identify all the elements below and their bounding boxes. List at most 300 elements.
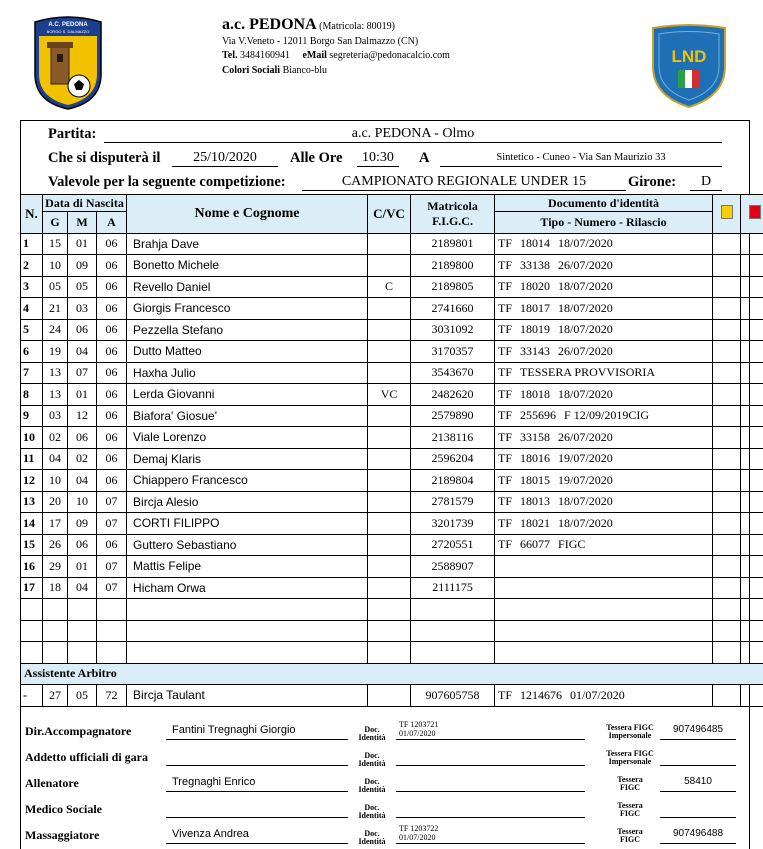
- birth-year: 06: [97, 448, 127, 470]
- table-row: [21, 448, 763, 470]
- yellow-card-cell: [713, 233, 741, 255]
- addetto-label: Addetto ufficiali di gara: [25, 750, 148, 764]
- birth-month: 01: [68, 556, 97, 578]
- player-name: CORTI FILIPPO: [127, 513, 368, 535]
- player-name: Guttero Sebastiano: [127, 534, 368, 556]
- table-row: [21, 319, 763, 341]
- yellow-card-cell: [713, 427, 741, 449]
- table-row: [21, 276, 763, 298]
- player-name: Chiappero Francesco: [127, 470, 368, 492]
- doc-date: 26/07/2020: [558, 429, 613, 444]
- player-matricola: 2189804: [411, 470, 495, 492]
- doc-label-line2: Identità: [358, 759, 386, 768]
- col-m-header: M: [68, 212, 97, 234]
- red-card-cell: [741, 577, 763, 599]
- birth-day: 03: [43, 405, 68, 427]
- doc-label-line1: Doc.: [364, 777, 380, 786]
- birth-month: 07: [68, 362, 97, 384]
- red-card-cell: [741, 513, 763, 535]
- yellow-card-cell: [713, 319, 741, 341]
- birth-year: 07: [97, 491, 127, 513]
- red-card-cell: [741, 255, 763, 277]
- birth-year: [97, 620, 127, 642]
- player-matricola: 2189800: [411, 255, 495, 277]
- doc-num: TESSERA PROVVISORIA: [520, 365, 656, 380]
- table-row: [21, 491, 763, 513]
- doc-value-line1: TF 1203721: [399, 720, 439, 729]
- tessera-label-line1: Tessera FIGC: [606, 749, 654, 758]
- svg-text:LND: LND: [671, 47, 707, 66]
- yellow-card-cell: [713, 448, 741, 470]
- addetto-tessera-label: [592, 750, 668, 766]
- doc-type: TF: [498, 365, 513, 380]
- captain-flag: [368, 405, 411, 427]
- table-row: [21, 577, 763, 599]
- doc-label-line2: Identità: [358, 733, 386, 742]
- player-matricola: 2781579: [411, 491, 495, 513]
- doc-num: 18015: [520, 472, 551, 487]
- doc-type: TF: [498, 236, 513, 251]
- player-number: 7: [21, 362, 43, 384]
- player-matricola: 3201739: [411, 513, 495, 535]
- col-matricola-header: [411, 195, 495, 234]
- tessera-label-line1: Tessera FIGC: [606, 723, 654, 732]
- doc-type: TF: [498, 257, 513, 272]
- player-matricola: 2138116: [411, 427, 495, 449]
- captain-flag: [368, 513, 411, 535]
- doc-num: 66077: [520, 537, 551, 552]
- birth-day: 18: [43, 577, 68, 599]
- captain-flag: [368, 534, 411, 556]
- player-number: 13: [21, 491, 43, 513]
- birth-day: 02: [43, 427, 68, 449]
- medico-name: [166, 802, 348, 818]
- player-number: 1: [21, 233, 43, 255]
- dir-tessera-value: 907496485: [660, 724, 736, 740]
- birth-year: 06: [97, 534, 127, 556]
- col-matricola-line2: F.I.G.C.: [432, 213, 473, 228]
- doc-cell: [495, 384, 713, 406]
- yellow-card-cell: [713, 513, 741, 535]
- addetto-name: [166, 750, 348, 766]
- venue-value: Sintetico - Cuneo - Via San Maurizio 33: [440, 150, 722, 167]
- table-row: [21, 384, 763, 406]
- birth-month: 05: [68, 685, 97, 707]
- doc-cell: [495, 255, 713, 277]
- club-contacts: [222, 49, 450, 64]
- player-number: 15: [21, 534, 43, 556]
- player-name: Giorgis Francesco: [127, 298, 368, 320]
- birth-month: 05: [68, 276, 97, 298]
- doc-num: 18018: [520, 386, 551, 401]
- captain-flag: [368, 470, 411, 492]
- birth-day: 13: [43, 362, 68, 384]
- table-row: [21, 427, 763, 449]
- addetto-doc-value: [396, 746, 585, 766]
- doc-type: TF: [498, 515, 513, 530]
- birth-year: 06: [97, 298, 127, 320]
- player-number: 9: [21, 405, 43, 427]
- red-card-cell: [741, 599, 763, 621]
- red-card-cell: [741, 685, 763, 707]
- tessera-label-line2: Impersonale: [608, 757, 652, 766]
- doc-cell: [495, 341, 713, 363]
- player-matricola: [411, 599, 495, 621]
- yellow-card-cell: [713, 384, 741, 406]
- tessera-label-line1: Tessera: [617, 775, 643, 784]
- allenatore-doc-label: [352, 778, 392, 794]
- email-label: eMail: [302, 50, 327, 61]
- doc-cell: [495, 534, 713, 556]
- captain-flag: [368, 491, 411, 513]
- player-name: [127, 642, 368, 664]
- players-table: [20, 194, 763, 707]
- medico-label: Medico Sociale: [25, 802, 102, 816]
- captain-flag: [368, 577, 411, 599]
- doc-type: TF: [498, 472, 513, 487]
- captain-flag: [368, 448, 411, 470]
- player-matricola: [411, 642, 495, 664]
- player-number: 6: [21, 341, 43, 363]
- col-doc-header: Documento d'identità: [495, 195, 713, 212]
- girone-value: D: [690, 174, 722, 191]
- red-card-cell: [741, 362, 763, 384]
- player-name: Lerda Giovanni: [127, 384, 368, 406]
- doc-label-line2: Identità: [358, 837, 386, 846]
- club-colors: [222, 64, 450, 79]
- club-name-line: [222, 18, 450, 35]
- player-name: Hicham Orwa: [127, 577, 368, 599]
- birth-year: 07: [97, 513, 127, 535]
- birth-month: 09: [68, 255, 97, 277]
- doc-num: 33158: [520, 429, 551, 444]
- club-matricola: (Matricola: 80019): [319, 21, 395, 32]
- yellow-card-cell: [713, 405, 741, 427]
- red-card-cell: [741, 642, 763, 664]
- doc-cell: [495, 362, 713, 384]
- doc-num: 18017: [520, 300, 551, 315]
- doc-type: TF: [498, 386, 513, 401]
- club-address: Via V.Veneto - 12011 Borgo San Dalmazzo (CN): [222, 35, 419, 47]
- birth-month: 10: [68, 491, 97, 513]
- captain-flag: C: [368, 276, 411, 298]
- doc-type: TF: [498, 408, 513, 423]
- doc-cell: [495, 405, 713, 427]
- doc-cell: [495, 470, 713, 492]
- doc-cell: [495, 233, 713, 255]
- birth-month: 06: [68, 534, 97, 556]
- birth-day: [43, 599, 68, 621]
- col-name-header: Nome e Cognome: [127, 195, 368, 234]
- player-matricola: 3543670: [411, 362, 495, 384]
- birth-year: 06: [97, 319, 127, 341]
- player-name: Haxha Julio: [127, 362, 368, 384]
- dir-name: Fantini Tregnaghi Giorgio: [166, 724, 348, 740]
- massaggiatore-tessera-label: [592, 828, 668, 844]
- doc-date: 18/07/2020: [558, 494, 613, 509]
- table-row: [21, 620, 763, 642]
- player-number: 4: [21, 298, 43, 320]
- red-card-cell: [741, 384, 763, 406]
- doc-value-line2: 01/07/2020: [399, 729, 436, 738]
- doc-num: 18016: [520, 451, 551, 466]
- player-name: Bircja Alesio: [127, 491, 368, 513]
- tessera-label-line2: Impersonale: [608, 731, 652, 740]
- player-matricola: 2189801: [411, 233, 495, 255]
- red-card-cell: [741, 534, 763, 556]
- birth-month: 01: [68, 384, 97, 406]
- player-matricola: 2111175: [411, 577, 495, 599]
- captain-flag: VC: [368, 384, 411, 406]
- player-name: Viale Lorenzo: [127, 427, 368, 449]
- red-card-cell: [741, 470, 763, 492]
- table-row: [21, 556, 763, 578]
- player-name: Brahja Dave: [127, 233, 368, 255]
- svg-text:A.C. PEDONA: A.C. PEDONA: [48, 22, 88, 28]
- table-row: [21, 233, 763, 255]
- date-value: 25/10/2020: [172, 150, 278, 167]
- medico-tessera-label: [592, 802, 668, 818]
- yellow-card-cell: [713, 470, 741, 492]
- birth-day: 24: [43, 319, 68, 341]
- red-card-cell: [741, 448, 763, 470]
- captain-flag: [368, 620, 411, 642]
- club-logo: [33, 14, 103, 110]
- venue-label: A: [419, 150, 430, 166]
- allenatore-tessera-label: [592, 776, 668, 792]
- birth-year: 06: [97, 427, 127, 449]
- col-g-header: G: [43, 212, 68, 234]
- player-number: 2: [21, 255, 43, 277]
- yellow-card-cell: [713, 491, 741, 513]
- dir-label: Dir.Accompagnatore: [25, 724, 132, 738]
- date-label: Che si disputerà il: [48, 150, 161, 166]
- table-header-row-1: [21, 195, 763, 212]
- massaggiatore-label: Massaggiatore: [25, 828, 100, 842]
- table-row: [21, 534, 763, 556]
- doc-type: TF: [498, 300, 513, 315]
- red-card-cell: [741, 276, 763, 298]
- doc-date: 18/07/2020: [558, 300, 613, 315]
- doc-cell: [495, 577, 713, 599]
- doc-date: FIGC: [558, 537, 586, 552]
- player-name: Dutto Matteo: [127, 341, 368, 363]
- birth-year: 06: [97, 470, 127, 492]
- birth-day: 29: [43, 556, 68, 578]
- doc-cell: [495, 642, 713, 664]
- birth-year: 06: [97, 384, 127, 406]
- doc-date: 26/07/2020: [558, 343, 613, 358]
- doc-date: 19/07/2020: [558, 451, 613, 466]
- birth-year: 06: [97, 362, 127, 384]
- birth-day: 10: [43, 255, 68, 277]
- player-name: Demaj Klaris: [127, 448, 368, 470]
- partita-value: a.c. PEDONA - Olmo: [104, 126, 722, 143]
- tessera-label-line2: FIGC: [620, 809, 640, 818]
- red-card-icon: [749, 205, 761, 219]
- assistant-name: Bircja Taulant: [127, 685, 368, 707]
- table-row: [21, 255, 763, 277]
- table-row: [21, 599, 763, 621]
- allenatore-name: Tregnaghi Enrico: [166, 776, 348, 792]
- allenatore-label: Allenatore: [25, 776, 79, 790]
- yellow-card-cell: [713, 362, 741, 384]
- birth-month: 04: [68, 577, 97, 599]
- captain-flag: [368, 599, 411, 621]
- table-row: [21, 362, 763, 384]
- birth-year: 06: [97, 341, 127, 363]
- doc-num: 18019: [520, 322, 551, 337]
- competition-value: CAMPIONATO REGIONALE UNDER 15: [302, 174, 626, 191]
- yellow-card-cell: [713, 276, 741, 298]
- col-a-header: A: [97, 212, 127, 234]
- birth-day: 19: [43, 341, 68, 363]
- birth-day: 13: [43, 384, 68, 406]
- red-card-cell: [741, 233, 763, 255]
- doc-cell: [495, 685, 713, 707]
- red-card-cell: [741, 319, 763, 341]
- massaggiatore-doc-value: [396, 824, 585, 844]
- birth-year: 06: [97, 233, 127, 255]
- assistant-section-row: [21, 663, 763, 685]
- yellow-card-cell: [713, 577, 741, 599]
- yellow-card-cell: [713, 620, 741, 642]
- birth-day: [43, 620, 68, 642]
- club-name: a.c. PEDONA: [222, 16, 317, 33]
- doc-num: 33143: [520, 343, 551, 358]
- birth-day: 21: [43, 298, 68, 320]
- yellow-card-cell: [713, 255, 741, 277]
- player-number: 3: [21, 276, 43, 298]
- doc-date: 18/07/2020: [558, 279, 613, 294]
- doc-date: 19/07/2020: [558, 472, 613, 487]
- doc-cell: [495, 427, 713, 449]
- player-number: [21, 599, 43, 621]
- captain-flag: [368, 362, 411, 384]
- doc-label-line2: Identità: [358, 785, 386, 794]
- birth-month: [68, 642, 97, 664]
- birth-year: 06: [97, 405, 127, 427]
- doc-num: 1214676: [520, 687, 563, 702]
- birth-day: 04: [43, 448, 68, 470]
- table-row: [21, 642, 763, 664]
- birth-month: 04: [68, 341, 97, 363]
- red-card-cell: [741, 298, 763, 320]
- yellow-card-cell: [713, 341, 741, 363]
- doc-type: TF: [498, 537, 513, 552]
- doc-date: 18/07/2020: [558, 322, 613, 337]
- player-name: [127, 620, 368, 642]
- doc-type: TF: [498, 687, 513, 702]
- player-number: 14: [21, 513, 43, 535]
- massaggiatore-name: Vivenza Andrea: [166, 828, 348, 844]
- birth-day: [43, 642, 68, 664]
- tessera-label-line2: FIGC: [620, 835, 640, 844]
- birth-month: 03: [68, 298, 97, 320]
- doc-cell: [495, 491, 713, 513]
- birth-day: 17: [43, 513, 68, 535]
- birth-month: 02: [68, 448, 97, 470]
- medico-doc-value: [396, 798, 585, 818]
- birth-month: 04: [68, 470, 97, 492]
- doc-cell: [495, 319, 713, 341]
- doc-label-line1: Doc.: [364, 751, 380, 760]
- captain-flag: [368, 685, 411, 707]
- birth-day: 10: [43, 470, 68, 492]
- doc-value-line1: TF 1203722: [399, 824, 439, 833]
- dir-doc-label: [352, 726, 392, 742]
- partita-label: Partita:: [48, 126, 97, 142]
- club-tel: 3484160941: [239, 50, 290, 61]
- red-card-cell: [741, 556, 763, 578]
- captain-flag: [368, 319, 411, 341]
- time-value: 10:30: [357, 150, 399, 167]
- assistant-matricola: 907605758: [411, 685, 495, 707]
- player-name: Revello Daniel: [127, 276, 368, 298]
- doc-label-line1: Doc.: [364, 725, 380, 734]
- player-name: Mattis Felipe: [127, 556, 368, 578]
- birth-month: 12: [68, 405, 97, 427]
- massaggiatore-doc-label: [352, 830, 392, 846]
- doc-num: 18020: [520, 279, 551, 294]
- doc-label-line2: Identità: [358, 811, 386, 820]
- allenatore-tessera-value: 58410: [660, 776, 736, 792]
- doc-date: 18/07/2020: [558, 515, 613, 530]
- player-name: Pezzella Stefano: [127, 319, 368, 341]
- captain-flag: [368, 233, 411, 255]
- massaggiatore-tessera-value: 907496488: [660, 828, 736, 844]
- birth-month: 09: [68, 513, 97, 535]
- lnd-logo: [650, 22, 728, 108]
- doc-type: TF: [498, 494, 513, 509]
- competition-label: Valevole per la seguente competizione:: [48, 174, 286, 190]
- col-cvc-header: C/VC: [368, 195, 411, 234]
- yellow-card-icon: [721, 205, 733, 219]
- birth-month: 06: [68, 427, 97, 449]
- yellow-card-cell: [713, 534, 741, 556]
- dir-tessera-label: [592, 724, 668, 740]
- player-number: 17: [21, 577, 43, 599]
- doc-date: 18/07/2020: [558, 386, 613, 401]
- tessera-label-line1: Tessera: [617, 827, 643, 836]
- captain-flag: [368, 642, 411, 664]
- player-number: [21, 642, 43, 664]
- yellow-card-cell: [713, 298, 741, 320]
- player-matricola: 2482620: [411, 384, 495, 406]
- colors-label: Colori Sociali: [222, 64, 281, 76]
- player-matricola: 2720551: [411, 534, 495, 556]
- col-n-header: N.: [21, 195, 43, 234]
- doc-num: 255696: [520, 408, 557, 423]
- tel-label: Tel.: [222, 50, 238, 61]
- doc-cell: [495, 276, 713, 298]
- club-email: segreteria@pedonacalcio.com: [329, 50, 450, 61]
- doc-num: 18014: [520, 236, 551, 251]
- col-matricola-line1: Matricola: [427, 198, 478, 213]
- doc-type: TF: [498, 451, 513, 466]
- birth-year: 07: [97, 577, 127, 599]
- table-row: [21, 405, 763, 427]
- doc-cell: [495, 448, 713, 470]
- birth-month: 01: [68, 233, 97, 255]
- red-card-cell: [741, 491, 763, 513]
- doc-type: TF: [498, 279, 513, 294]
- doc-type: TF: [498, 429, 513, 444]
- player-matricola: 2596204: [411, 448, 495, 470]
- table-row: [21, 470, 763, 492]
- yellow-card-cell: [713, 685, 741, 707]
- red-card-cell: [741, 341, 763, 363]
